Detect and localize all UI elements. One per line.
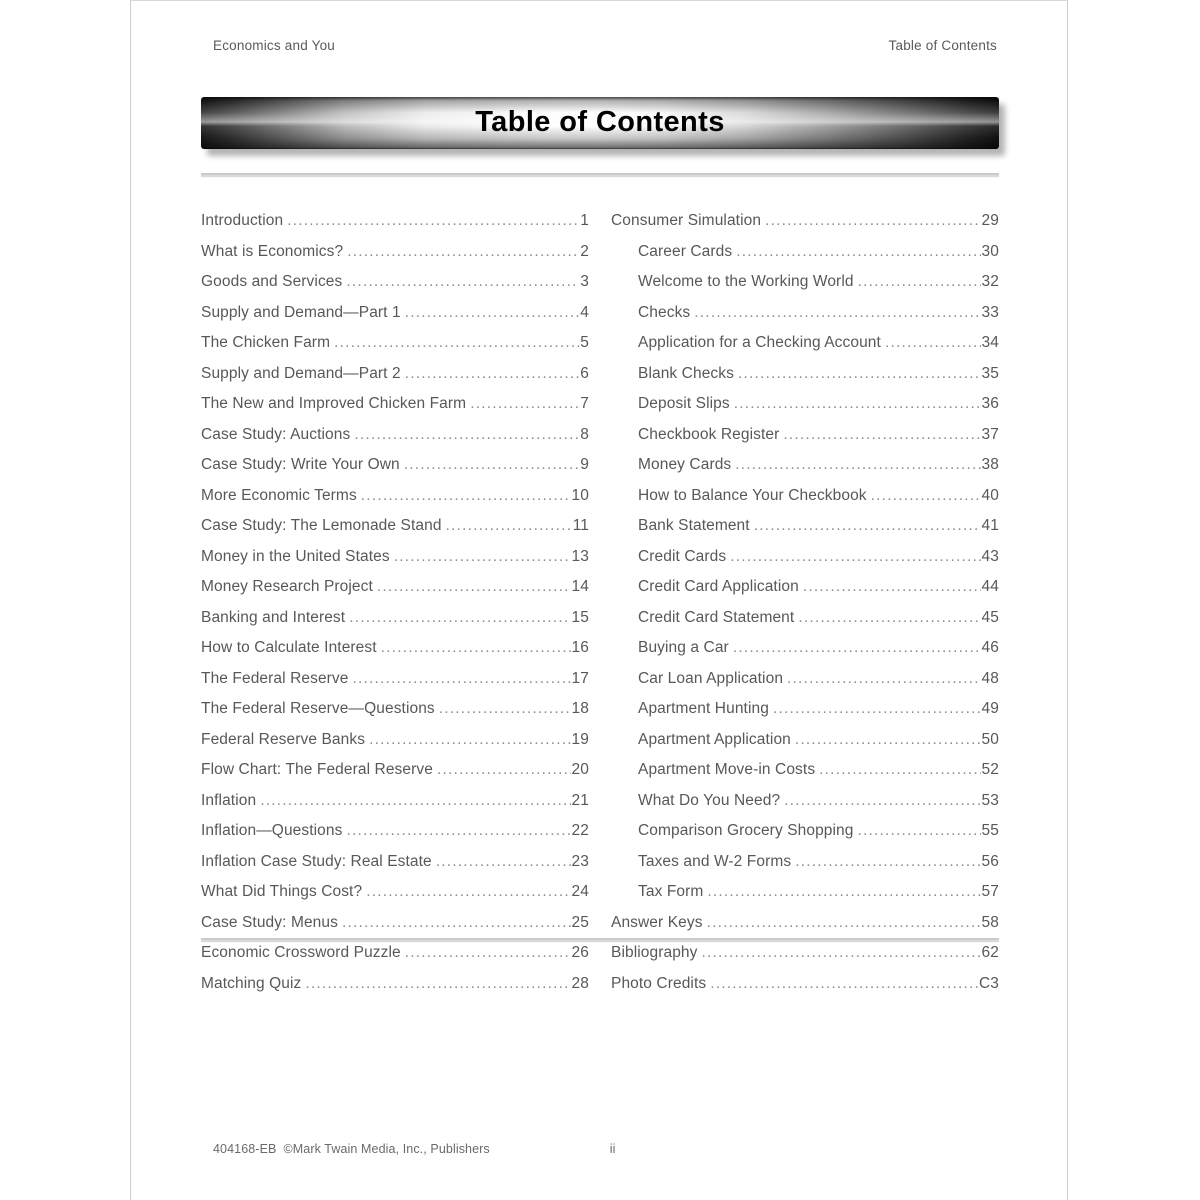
- toc-entry-page-number: 45: [981, 608, 999, 626]
- toc-entry-page-number: 44: [981, 578, 999, 595]
- toc-entry[interactable]: [201, 930, 589, 961]
- toc-entry-page-number: 24: [571, 883, 589, 900]
- toc-entry-page-number: 7: [580, 395, 589, 412]
- toc-leader-dots: [798, 610, 980, 626]
- toc-entry-title: Blank Checks: [638, 364, 734, 382]
- page-footer: [213, 1142, 616, 1156]
- toc-entry-page-number: 6: [580, 364, 589, 382]
- toc-leader-dots: [738, 366, 981, 382]
- toc-entry-page-number: 13: [571, 547, 589, 565]
- toc-entry-page-number: 36: [981, 395, 999, 412]
- toc-entry-title: Federal Reserve Banks: [201, 730, 366, 748]
- toc-entry[interactable]: [201, 564, 589, 595]
- toc-leader-dots: [287, 213, 579, 229]
- toc-entry-page-number: C3: [978, 974, 999, 992]
- title-banner-chrome: [201, 97, 999, 149]
- toc-entry-page-number: 32: [981, 273, 999, 290]
- toc-entry[interactable]: [611, 229, 999, 260]
- toc-column-left: [201, 198, 589, 991]
- toc-leader-dots: [346, 274, 579, 290]
- toc-entry-page-number: 29: [981, 212, 999, 229]
- toc-entry-title: What is Economics?: [201, 242, 344, 260]
- toc-leader-dots: [735, 457, 980, 473]
- toc-entry-page-number: 17: [571, 669, 589, 687]
- title-banner: [201, 97, 999, 149]
- toc-entry-page-number: 49: [981, 700, 999, 717]
- toc-leader-dots: [366, 884, 570, 900]
- toc-entry-page-number: 53: [981, 791, 999, 809]
- toc-entry-title: Buying a Car: [638, 639, 729, 656]
- toc-entry-title: How to Balance Your Checkbook: [638, 486, 867, 504]
- toc-entry[interactable]: [611, 564, 999, 595]
- toc-entry-page-number: 22: [571, 822, 589, 839]
- toc-leader-dots: [707, 884, 980, 900]
- toc-entry[interactable]: [201, 717, 589, 748]
- toc-entry-title: Supply and Demand—Part 2: [201, 364, 401, 382]
- toc-entry[interactable]: [611, 808, 999, 839]
- toc-leader-dots: [404, 457, 580, 473]
- toc-entry[interactable]: [201, 503, 589, 534]
- toc-leader-dots: [702, 945, 981, 961]
- toc-entry[interactable]: [201, 595, 589, 626]
- toc-entry-title: Bibliography: [611, 944, 698, 961]
- toc-leader-dots: [754, 518, 981, 534]
- toc-entry[interactable]: [201, 198, 589, 229]
- toc-entry-page-number: 25: [571, 913, 589, 931]
- toc-entry[interactable]: [201, 351, 589, 382]
- toc-entry[interactable]: [201, 686, 589, 717]
- toc-leader-dots: [734, 396, 981, 412]
- toc-entry-page-number: 1: [580, 212, 589, 229]
- toc-entry-page-number: 9: [580, 456, 589, 473]
- toc-entry-page-number: 18: [571, 700, 589, 717]
- toc-leader-dots: [765, 213, 980, 229]
- toc-leader-dots: [885, 335, 981, 351]
- toc-entry[interactable]: [611, 259, 999, 290]
- toc-entry[interactable]: [611, 351, 999, 382]
- toc-leader-dots: [858, 823, 981, 839]
- toc-entry-page-number: 48: [981, 669, 999, 687]
- toc-entry-page-number: 37: [981, 425, 999, 443]
- toc-entry-page-number: 15: [571, 608, 589, 626]
- toc-leader-dots: [730, 549, 980, 565]
- toc-entry[interactable]: [201, 900, 589, 931]
- toc-entry-page-number: 40: [981, 486, 999, 504]
- toc-leader-dots: [470, 396, 579, 412]
- toc-leader-dots: [405, 305, 580, 321]
- toc-leader-dots: [342, 915, 571, 931]
- toc-entry[interactable]: [611, 747, 999, 778]
- toc-entry[interactable]: [611, 869, 999, 900]
- toc-entry[interactable]: [201, 412, 589, 443]
- toc-leader-dots: [334, 335, 579, 351]
- running-head: [213, 38, 997, 53]
- toc-leader-dots: [787, 671, 981, 687]
- toc-entry-page-number: 4: [580, 303, 589, 321]
- toc-entry-page-number: 30: [981, 242, 999, 260]
- toc-leader-dots: [803, 579, 981, 595]
- toc-entry[interactable]: [201, 961, 589, 992]
- toc-entry[interactable]: [611, 412, 999, 443]
- toc-entry-title: Answer Keys: [611, 913, 703, 931]
- toc-entry-title: Consumer Simulation: [611, 212, 762, 229]
- toc-entry[interactable]: [611, 961, 999, 992]
- toc-leader-dots: [439, 701, 571, 717]
- toc-entry[interactable]: [611, 625, 999, 656]
- toc-leader-dots: [381, 640, 571, 656]
- toc-entry[interactable]: [611, 381, 999, 412]
- toc-entry-title: Money Research Project: [201, 578, 373, 595]
- toc-leader-dots: [694, 305, 980, 321]
- toc-entry[interactable]: [611, 839, 999, 870]
- toc-leader-dots: [436, 854, 571, 870]
- toc-leader-dots: [353, 671, 571, 687]
- toc-leader-dots: [377, 579, 571, 595]
- toc-entry-title: Money in the United States: [201, 547, 390, 565]
- toc-entry[interactable]: [201, 534, 589, 565]
- toc-entry-page-number: 19: [571, 730, 589, 748]
- toc-entry-title: Economic Crossword Puzzle: [201, 944, 401, 961]
- toc-entry[interactable]: [201, 808, 589, 839]
- toc-entry[interactable]: [201, 290, 589, 321]
- page-title: Table of Contents: [475, 105, 725, 138]
- toc-entry-title: Application for a Checking Account: [638, 334, 881, 351]
- toc-entry[interactable]: [201, 839, 589, 870]
- toc-entry-page-number: 28: [571, 974, 589, 992]
- toc-entry[interactable]: [611, 473, 999, 504]
- toc-leader-dots: [871, 488, 981, 504]
- toc-entry[interactable]: [611, 656, 999, 687]
- toc-entry-title: Case Study: Write Your Own: [201, 456, 400, 473]
- toc-entry-page-number: 21: [571, 791, 589, 809]
- toc-entry-page-number: 43: [981, 547, 999, 565]
- toc-leader-dots: [707, 915, 981, 931]
- toc-entry-page-number: 26: [571, 944, 589, 961]
- toc-entry-page-number: 57: [981, 883, 999, 900]
- toc-entry-title: Checks: [638, 303, 691, 321]
- toc-entry-page-number: 5: [580, 334, 589, 351]
- toc-leader-dots: [795, 854, 980, 870]
- toc-leader-dots: [773, 701, 981, 717]
- toc-entry-page-number: 20: [571, 761, 589, 778]
- toc-entry-title: Car Loan Application: [638, 669, 784, 687]
- toc-entry-page-number: 55: [981, 822, 999, 839]
- toc-entry-title: Matching Quiz: [201, 974, 302, 992]
- page-sheet: [130, 0, 1068, 1200]
- running-head-section-title: Table of Contents: [888, 38, 997, 53]
- toc-entry-page-number: 8: [580, 425, 589, 443]
- toc-entry-page-number: 3: [580, 273, 589, 290]
- footer-publisher: ©Mark Twain Media, Inc., Publishers: [283, 1142, 490, 1156]
- toc-entry[interactable]: [611, 198, 999, 229]
- toc-entry-title: The Federal Reserve—Questions: [201, 700, 435, 717]
- toc-entry-title: Comparison Grocery Shopping: [638, 822, 854, 839]
- toc-entry-title: Apartment Hunting: [638, 700, 769, 717]
- toc-entry-title: The Federal Reserve: [201, 669, 349, 687]
- toc-leader-dots: [347, 244, 579, 260]
- toc-entry[interactable]: [201, 259, 589, 290]
- toc-leader-dots: [260, 793, 570, 809]
- toc-entry-page-number: 14: [571, 578, 589, 595]
- toc-entry-title: Welcome to the Working World: [638, 273, 854, 290]
- toc-entry-title: The New and Improved Chicken Farm: [201, 395, 467, 412]
- table-of-contents: [201, 198, 999, 991]
- divider-top: [201, 173, 999, 175]
- footer-product-code: 404168-EB: [213, 1142, 277, 1156]
- toc-entry-title: Introduction: [201, 212, 284, 229]
- toc-entry[interactable]: [611, 930, 999, 961]
- toc-leader-dots: [361, 488, 571, 504]
- toc-leader-dots: [783, 427, 980, 443]
- toc-entry[interactable]: [201, 381, 589, 412]
- toc-entry[interactable]: [611, 686, 999, 717]
- toc-leader-dots: [369, 732, 570, 748]
- toc-entry-page-number: 34: [981, 334, 999, 351]
- toc-entry[interactable]: [201, 747, 589, 778]
- toc-entry-page-number: 11: [572, 517, 589, 534]
- toc-entry[interactable]: [201, 442, 589, 473]
- toc-entry-title: Banking and Interest: [201, 608, 346, 626]
- toc-entry[interactable]: [201, 656, 589, 687]
- toc-entry-title: Inflation: [201, 791, 257, 809]
- toc-leader-dots: [437, 762, 571, 778]
- toc-leader-dots: [733, 640, 981, 656]
- toc-entry-page-number: 46: [981, 639, 999, 656]
- toc-leader-dots: [446, 518, 572, 534]
- toc-entry[interactable]: [201, 778, 589, 809]
- toc-leader-dots: [405, 945, 571, 961]
- toc-entry-page-number: 62: [981, 944, 999, 961]
- toc-entry[interactable]: [611, 778, 999, 809]
- toc-leader-dots: [795, 732, 981, 748]
- toc-entry-title: Checkbook Register: [638, 425, 780, 443]
- toc-leader-dots: [736, 244, 980, 260]
- toc-entry-page-number: 10: [571, 486, 589, 504]
- toc-entry[interactable]: [611, 900, 999, 931]
- toc-entry-title: Credit Card Statement: [638, 608, 795, 626]
- toc-entry-page-number: 50: [981, 730, 999, 748]
- toc-entry-page-number: 16: [571, 639, 589, 656]
- toc-entry[interactable]: [611, 717, 999, 748]
- toc-entry[interactable]: [201, 473, 589, 504]
- toc-entry-title: How to Calculate Interest: [201, 639, 377, 656]
- toc-entry[interactable]: [611, 290, 999, 321]
- toc-leader-dots: [346, 823, 570, 839]
- toc-entry[interactable]: [201, 869, 589, 900]
- toc-leader-dots: [784, 793, 980, 809]
- toc-entry-title: Credit Card Application: [638, 578, 799, 595]
- toc-entry-page-number: 23: [571, 852, 589, 870]
- toc-entry-page-number: 58: [981, 913, 999, 931]
- toc-entry-title: Case Study: Auctions: [201, 425, 351, 443]
- toc-leader-dots: [819, 762, 980, 778]
- toc-leader-dots: [858, 274, 981, 290]
- toc-entry-page-number: 2: [580, 242, 589, 260]
- toc-entry-title: Flow Chart: The Federal Reserve: [201, 761, 433, 778]
- toc-entry-page-number: 41: [981, 517, 999, 534]
- toc-leader-dots: [354, 427, 579, 443]
- toc-leader-dots: [405, 366, 580, 382]
- toc-entry[interactable]: [201, 229, 589, 260]
- toc-leader-dots: [349, 610, 570, 626]
- toc-entry-title: Inflation—Questions: [201, 822, 343, 839]
- toc-entry[interactable]: [611, 442, 999, 473]
- toc-entry-title: Inflation Case Study: Real Estate: [201, 852, 432, 870]
- toc-column-right: [611, 198, 999, 991]
- toc-entry-title: Taxes and W-2 Forms: [638, 852, 792, 870]
- toc-entry-title: Money Cards: [638, 456, 732, 473]
- toc-entry-page-number: 38: [981, 456, 999, 473]
- toc-entry-title: Deposit Slips: [638, 395, 730, 412]
- toc-entry[interactable]: [611, 534, 999, 565]
- toc-entry[interactable]: [611, 503, 999, 534]
- toc-entry-title: Case Study: Menus: [201, 913, 338, 931]
- toc-entry-title: Tax Form: [638, 883, 704, 900]
- toc-entry-title: More Economic Terms: [201, 486, 357, 504]
- toc-entry-page-number: 35: [981, 364, 999, 382]
- toc-entry-title: What Did Things Cost?: [201, 883, 363, 900]
- toc-entry[interactable]: [201, 320, 589, 351]
- toc-entry[interactable]: [611, 320, 999, 351]
- toc-entry-title: Apartment Application: [638, 730, 791, 748]
- toc-entry-title: Credit Cards: [638, 547, 727, 565]
- toc-entry-title: What Do You Need?: [638, 791, 781, 809]
- toc-leader-dots: [710, 976, 978, 992]
- toc-leader-dots: [394, 549, 571, 565]
- toc-entry[interactable]: [201, 625, 589, 656]
- running-head-book-title: Economics and You: [213, 38, 335, 53]
- toc-entry-title: Apartment Move-in Costs: [638, 761, 816, 778]
- toc-entry[interactable]: [611, 595, 999, 626]
- footer-page-number: ii: [609, 1142, 616, 1156]
- toc-entry-title: Goods and Services: [201, 273, 343, 290]
- toc-leader-dots: [305, 976, 570, 992]
- toc-entry-title: Case Study: The Lemonade Stand: [201, 517, 442, 534]
- toc-entry-page-number: 33: [981, 303, 999, 321]
- toc-entry-title: Photo Credits: [611, 974, 707, 992]
- toc-entry-page-number: 56: [981, 852, 999, 870]
- toc-entry-title: Bank Statement: [638, 517, 750, 534]
- toc-entry-page-number: 52: [981, 761, 999, 778]
- divider-bottom: [201, 938, 999, 940]
- toc-entry-title: The Chicken Farm: [201, 334, 331, 351]
- toc-entry-title: Supply and Demand—Part 1: [201, 303, 401, 321]
- toc-entry-title: Career Cards: [638, 242, 733, 260]
